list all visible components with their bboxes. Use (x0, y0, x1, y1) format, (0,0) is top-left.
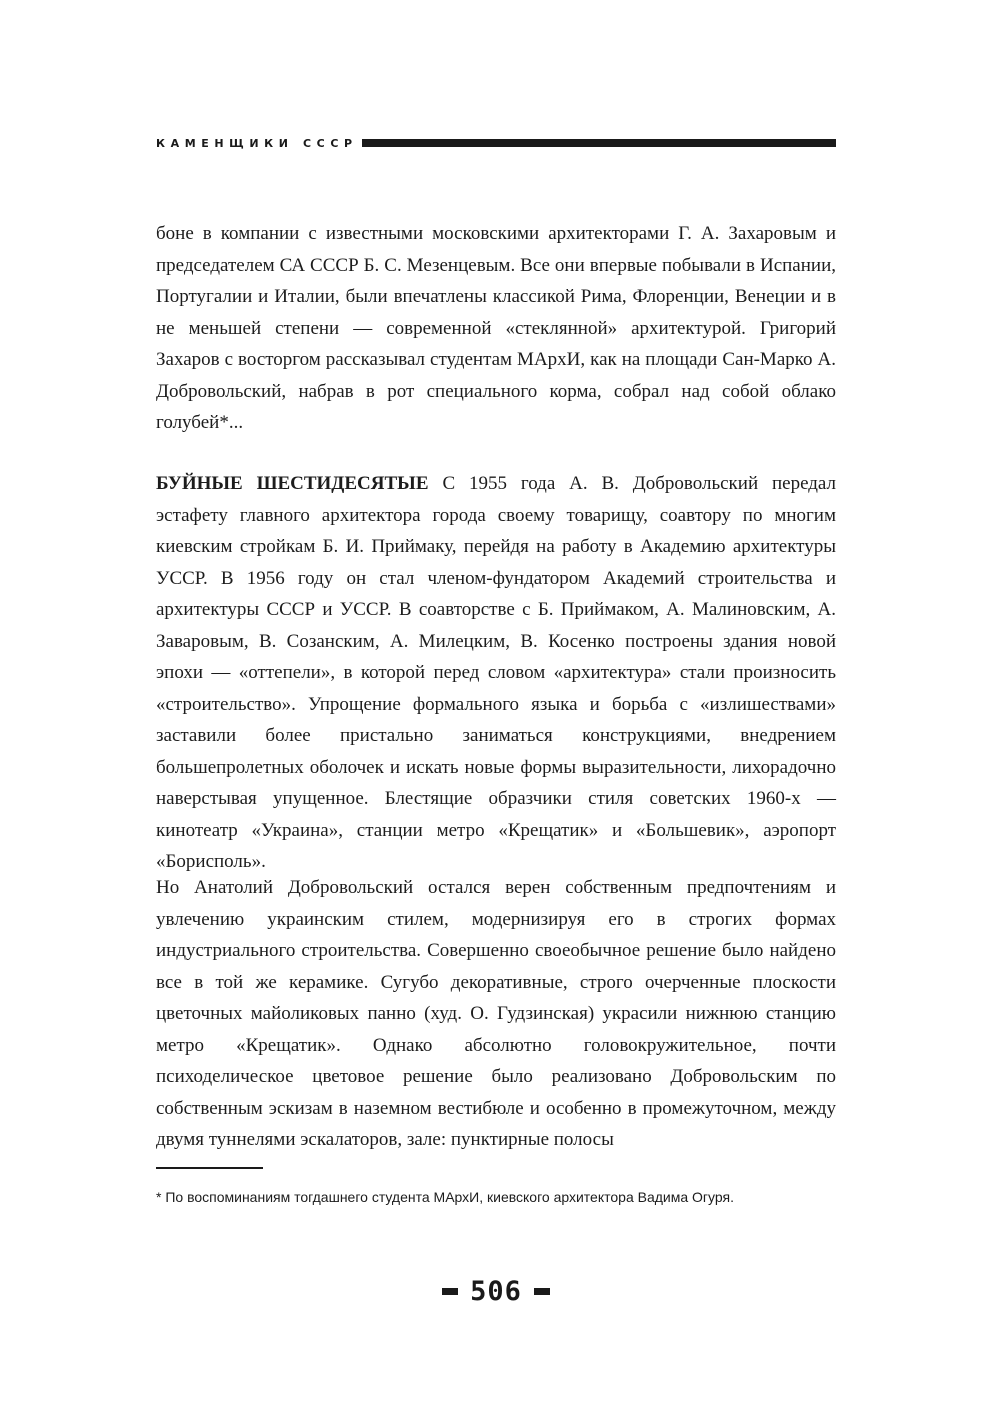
page-number-bar-left (442, 1288, 458, 1295)
page-footer (0, 1276, 992, 1306)
paragraph-1: боне в компании с известными московскими архитекторами Г. А. Захаровым и председателем СА СССР Б. С. Мезенцевым. Все они впервые побывали в Испании, Португалии и Италии, были впечатлены классикой Рима, Флоренции, Венеции и в не меньшей степени — современной «стеклянной» архитектурой. Григорий Захаров с восторгом рассказывал студентам МАрхИ, как на площади Сан-Марко А. Добровольский, набрав в рот специального корма, собрал над собой облако голубей*... (156, 223, 836, 433)
footnote: * По воспоминаниям тогдашнего студента МАрхИ, киевского архитектора Вадима Огуря. (156, 1189, 734, 1205)
paragraph-2 (156, 468, 836, 878)
footnote-rule (156, 1167, 263, 1169)
paragraph-3: Но Анатолий Добровольский остался верен собственным предпочтениям и увлечению украинским стилем, модернизируя его в строгих формах индустриального строительства. Совершенно своеобычное решение было найдено все в той же керамике. Сугубо декоративные, строго очерченные плоскости цветочных майоликовых панно (худ. О. Гудзинская) украсили нижнюю станцию метро «Крещатик». Однако абсолютно головокружительное, почти психоделическое цветовое решение было реализовано Добровольским по собственным эскизам в наземном вестибюле и особенно в промежуточном, между двумя туннелями эскалаторов, зале: пунктирные полосы (156, 877, 836, 1150)
header-rule (362, 139, 836, 147)
section-heading: БУЙНЫЕ ШЕСТИДЕСЯТЫЕ (156, 473, 429, 494)
running-title: КАМЕНЩИКИ СССР (156, 136, 358, 150)
paragraph-2-text: С 1955 года А. В. Добровольский передал эстафету главного архитектора города своему товарищу, соавтору по многим киевским стройкам Б. И. Приймаку, перейдя на работу в Академию архитектуры УССР. В 1956 году он стал членом-фундатором Академий строительства и архитектуры СССР и УССР. В соавторстве с Б. Приймаком, А. Малиновским, А. Заваровым, В. Созанским, А. Милецким, В. Косенко построены здания новой эпохи — «оттепели», в которой перед словом «архитектура» стали произносить «строительство». Упрощение формального языка и борьба с «излишествами» заставили более пристально заниматься конструкциями, внедрением большепролетных оболочек и искать новые формы выразительности, лихорадочно наверстывая упущенное. Блестящие образчики стиля советских 1960-х — кинотеатр «Украина», станции метро «Крещатик» и «Большевик», аэропорт «Борисполь». (156, 473, 837, 872)
page-number: 506 (470, 1275, 522, 1307)
running-header (156, 133, 836, 153)
page-number-bar-right (534, 1288, 550, 1295)
